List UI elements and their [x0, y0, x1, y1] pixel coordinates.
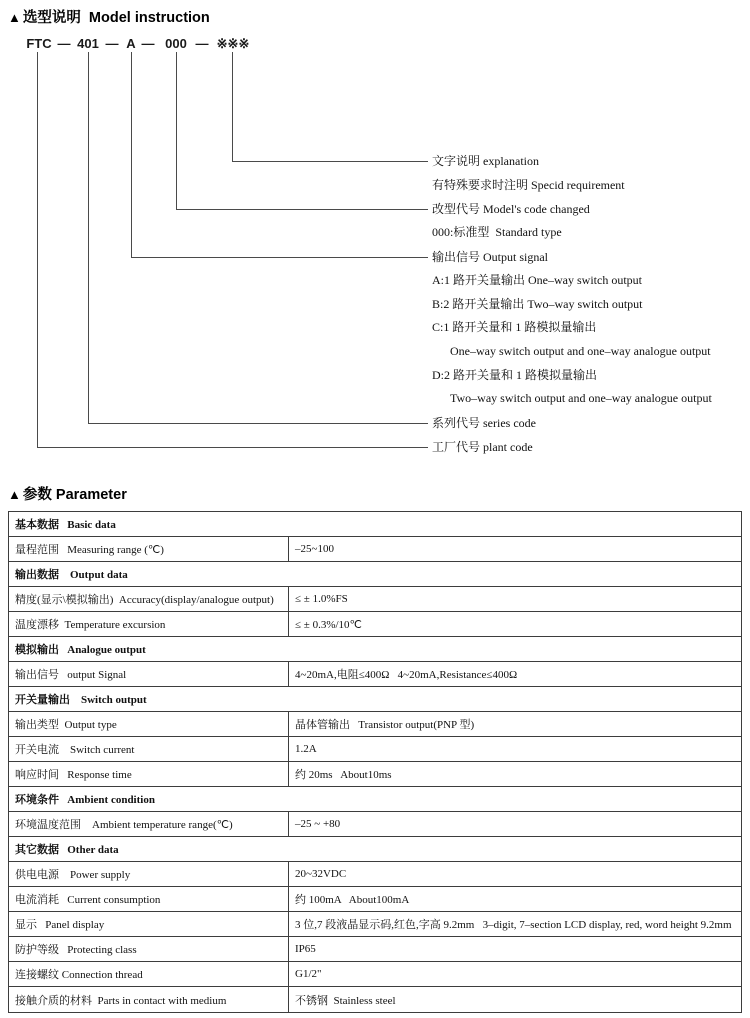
diagram-label-option-d-en: Two–way switch output and one–way analogue output — [450, 391, 712, 405]
table-section-row — [9, 562, 741, 587]
section-cell: 基本数据 Basic data — [15, 519, 116, 531]
table-section-row — [9, 512, 741, 537]
row-label-cell: 电流消耗 Current consumption — [9, 887, 289, 911]
row-label-cell: 供电电源 Power supply — [9, 862, 289, 886]
table-section-row — [9, 637, 741, 662]
diagram-label-option-c: C:1 路开关量和 1 路模拟量输出 — [432, 320, 597, 334]
row-value-cell: 晶体管输出 Transistor output(PNP 型) — [295, 719, 475, 731]
row-label-cell: 响应时间 Response time — [9, 762, 289, 786]
model-code-seg-plant: FTC — [26, 36, 52, 51]
connector-line-series — [88, 52, 89, 423]
row-value-cell: 1.2A — [295, 743, 317, 755]
connector-line-modchange — [176, 52, 177, 209]
section-cell: 其它数据 Other data — [15, 844, 119, 856]
model-code-dash-icon: — — [141, 36, 155, 51]
table-row — [9, 537, 741, 562]
row-value-cell: 不锈钢 Stainless steel — [295, 994, 396, 1007]
table-row — [9, 987, 741, 1012]
table-row — [9, 712, 741, 737]
row-value-cell: 4~20mA,电阻≤400Ω 4~20mA,Resistance≤400Ω — [295, 669, 518, 681]
row-value-cell: 约 100mA About100mA — [295, 894, 410, 906]
diagram-label-special-req: 有特殊要求时注明 Specid requirement — [432, 178, 625, 192]
connector-elbow-series — [88, 423, 428, 424]
row-label-cell: 温度漂移 Temperature excursion — [9, 612, 289, 636]
model-code-seg-series: 401 — [77, 36, 99, 51]
model-instruction-title-text: 选型说明 Model instruction — [22, 10, 210, 26]
row-value-cell: 20~32VDC — [295, 868, 347, 880]
row-label-cell: 接触介质的材料 Parts in contact with medium — [9, 987, 289, 1012]
triangle-bullet-icon: ▲ — [8, 10, 21, 25]
row-label-cell: 防护等级 Protecting class — [9, 937, 289, 961]
diagram-label-output-signal: 输出信号 Output signal — [432, 250, 548, 264]
table-section-row — [9, 837, 741, 862]
row-label-cell: 量程范围 Measuring range (℃) — [9, 537, 289, 561]
model-code-seg-output: A — [126, 36, 136, 51]
connector-line-output — [131, 52, 132, 257]
diagram-label-option-a: A:1 路开关量输出 One–way switch output — [432, 273, 642, 287]
section-title-model-instruction — [8, 6, 210, 27]
model-code-seg-special: ※※※ — [216, 36, 250, 51]
row-label-cell: 精度(显示\模拟输出) Accuracy(display/analogue output) — [9, 587, 289, 611]
diagram-label-option-d: D:2 路开关量和 1 路模拟量输出 — [432, 368, 598, 382]
parameter-table — [8, 511, 742, 1013]
row-value-cell: IP65 — [295, 943, 316, 955]
table-row — [9, 587, 741, 612]
table-row — [9, 937, 741, 962]
connector-elbow-output — [131, 257, 428, 258]
table-row — [9, 612, 741, 637]
table-row — [9, 912, 741, 937]
section-cell: 开关量输出 Switch output — [15, 694, 147, 706]
table-row — [9, 737, 741, 762]
diagram-label-option-c-en: One–way switch output and one–way analogue output — [450, 344, 711, 358]
row-label-cell: 显示 Panel display — [9, 912, 289, 936]
row-label-cell: 环境温度范围 Ambient temperature range(℃) — [9, 812, 289, 836]
row-value-cell: ≤ ± 1.0%FS — [295, 593, 348, 605]
model-code-dash-icon: — — [57, 36, 71, 51]
table-section-row — [9, 787, 741, 812]
model-code-seg-modchange: 000 — [165, 36, 187, 51]
row-label-cell: 输出信号 output Signal — [9, 662, 289, 686]
diagram-label-standard-type: 000:标准型 Standard type — [432, 225, 562, 239]
triangle-bullet-icon: ▲ — [8, 487, 21, 502]
table-row — [9, 862, 741, 887]
connector-elbow-plant — [37, 447, 428, 448]
table-row — [9, 962, 741, 987]
table-row — [9, 762, 741, 787]
table-row — [9, 662, 741, 687]
connector-line-plant — [37, 52, 38, 447]
section-cell: 输出数据 Output data — [15, 569, 128, 581]
parameter-title-text: 参数 Parameter — [22, 487, 127, 503]
row-label-cell: 输出类型 Output type — [9, 712, 289, 736]
connector-elbow-special — [232, 161, 428, 162]
section-cell: 模拟输出 Analogue output — [15, 644, 146, 656]
row-label-cell: 开关电流 Switch current — [9, 737, 289, 761]
section-title-parameter — [8, 483, 127, 504]
section-cell: 环境条件 Ambient condition — [15, 794, 155, 806]
connector-elbow-modchange — [176, 209, 428, 210]
diagram-label-option-b: B:2 路开关量输出 Two–way switch output — [432, 297, 643, 311]
diagram-label-plant-code: 工厂代号 plant code — [432, 440, 533, 454]
row-value-cell: –25~100 — [295, 543, 334, 555]
row-label-cell: 连接螺纹 Connection thread — [9, 962, 289, 986]
model-code-dash-icon: — — [105, 36, 119, 51]
table-row — [9, 887, 741, 912]
row-value-cell: G1/2" — [295, 968, 322, 980]
row-value-cell: 3 位,7 段液晶显示码,红色,字高 9.2mm 3–digit, 7–section LCD display, red, word height 9.2mm — [295, 919, 732, 931]
diagram-label-series-code: 系列代号 series code — [432, 416, 536, 430]
model-code-dash-icon: — — [195, 36, 209, 51]
row-value-cell: –25 ~ +80 — [295, 818, 341, 830]
diagram-label-explanation: 文字说明 explanation — [432, 154, 539, 168]
row-value-cell: ≤ ± 0.3%/10℃ — [295, 618, 362, 631]
connector-line-special — [232, 52, 233, 161]
row-value-cell: 约 20ms About10ms — [295, 769, 392, 781]
diagram-label-code-changed: 改型代号 Model's code changed — [432, 202, 590, 216]
table-section-row — [9, 687, 741, 712]
table-row — [9, 812, 741, 837]
